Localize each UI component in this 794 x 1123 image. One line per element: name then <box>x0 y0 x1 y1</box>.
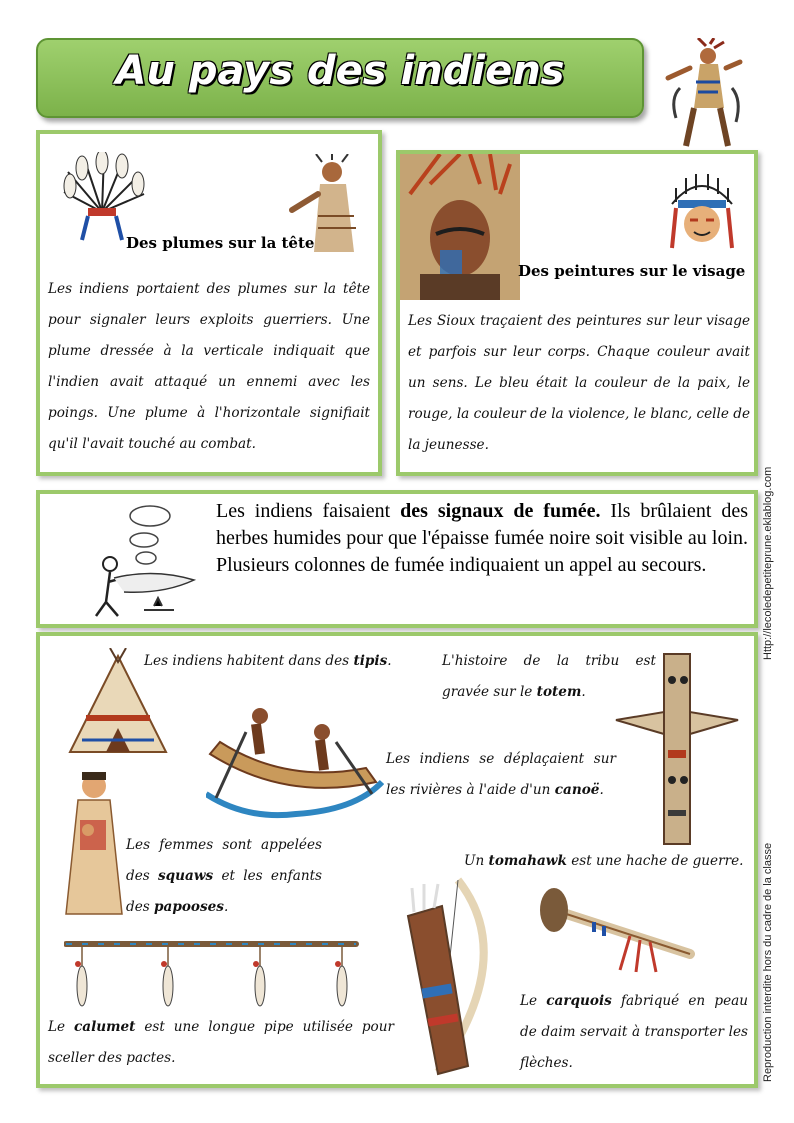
carquois-keyword: carquois <box>546 993 612 1009</box>
title-banner <box>36 38 644 118</box>
copyright-notice: Reproduction interdite hors du cadre de la classe <box>762 842 774 1082</box>
tipis-text-start: Les indiens habitent dans des <box>144 653 354 669</box>
totem-text-end: . <box>581 684 586 700</box>
canoe-text-start: Les indiens se déplaçaient sur les rivières à l'aide d'un <box>386 751 616 798</box>
totem-keyword: totem <box>536 684 582 700</box>
squaw-illustration <box>56 770 132 920</box>
page-title: Au pays des indiens <box>115 48 565 94</box>
tomahawk-text-start: Un <box>464 853 489 869</box>
tipis-keyword: tipis <box>353 653 388 669</box>
squaws-text-start: Les femmes sont appelées des <box>126 837 322 884</box>
peintures-text: Les Sioux traçaient des peintures sur leur visage et parfois sur leur corps. Chaque couleur avait un sens. Le bleu était la couleur de la paix, le rouge, la couleur de la violence, le blanc, celle de la jeunesse. <box>408 313 750 453</box>
canoe-illustration <box>206 702 384 822</box>
dancer-illustration <box>660 38 744 150</box>
carquois-text-end: fabriqué en peau de daim servait à transporter les flèches. <box>520 993 748 1071</box>
tomahawk-text <box>464 846 754 877</box>
squaws-text-middle: et les enfants des <box>126 868 323 915</box>
calumet-illustration <box>64 936 360 1010</box>
collage-box <box>36 632 758 1088</box>
tipis-text-end: . <box>387 653 392 669</box>
calumet-text-start: Le <box>48 1019 74 1035</box>
peintures-box <box>396 150 758 476</box>
signaux-keyword: des signaux de fumée. <box>400 500 601 522</box>
calumet-text-end: est une longue pipe utilisée pour sceller des pactes. <box>48 1019 394 1066</box>
calumet-text <box>48 1012 394 1074</box>
quiver-illustration <box>398 876 518 1076</box>
plumes-heading: Des plumes sur la tête <box>126 234 315 252</box>
plumes-text: Les indiens portaient des plumes sur la tête pour signaler leurs exploits guerriers. Une plume dressée à la verticale indiquait que l'indien avait attaqué un ennemi avec les poings. Une plume à l'horizontale signifiait qu'il l'avait touché au combat. <box>48 281 370 452</box>
canoe-keyword: canoë <box>554 782 600 798</box>
painted-face-portrait <box>400 154 520 300</box>
child-headdress-icon <box>666 174 738 252</box>
tomahawk-illustration <box>534 880 702 980</box>
smoke-signal-illustration <box>84 502 224 620</box>
signaux-box <box>36 490 758 628</box>
squaws-text-end: . <box>223 899 229 915</box>
peintures-heading: Des peintures sur le visage <box>518 262 746 280</box>
papooses-keyword: papooses <box>154 899 224 915</box>
totem-text-start: L'histoire de la tribu est gravée sur le <box>442 653 656 700</box>
squaws-text <box>126 830 322 923</box>
squaws-keyword: squaws <box>158 868 214 884</box>
war-bonnet-illustration <box>58 152 146 242</box>
tomahawk-text-end: est une hache de guerre. <box>566 853 744 869</box>
signaux-text-end: Ils brûlaient des herbes humides pour que l'épaisse fumée noire soit visible au loin. Plusieurs colonnes de fumée indiquaient un appel au secours. <box>216 500 748 576</box>
site-url[interactable]: Http://lecoledepetiteprune.eklablog.com <box>762 466 774 660</box>
signaux-text <box>216 498 748 579</box>
plumes-box <box>36 130 382 476</box>
totem-illustration <box>612 650 744 846</box>
tipis-text <box>144 646 394 677</box>
canoe-text <box>386 744 616 806</box>
signaux-text-start: Les indiens faisaient <box>216 500 401 522</box>
tomahawk-keyword: tomahawk <box>488 853 567 869</box>
carquois-text <box>520 986 748 1079</box>
carquois-text-start: Le <box>520 993 547 1009</box>
calumet-keyword: calumet <box>73 1019 136 1035</box>
canoe-text-end: . <box>599 782 604 798</box>
